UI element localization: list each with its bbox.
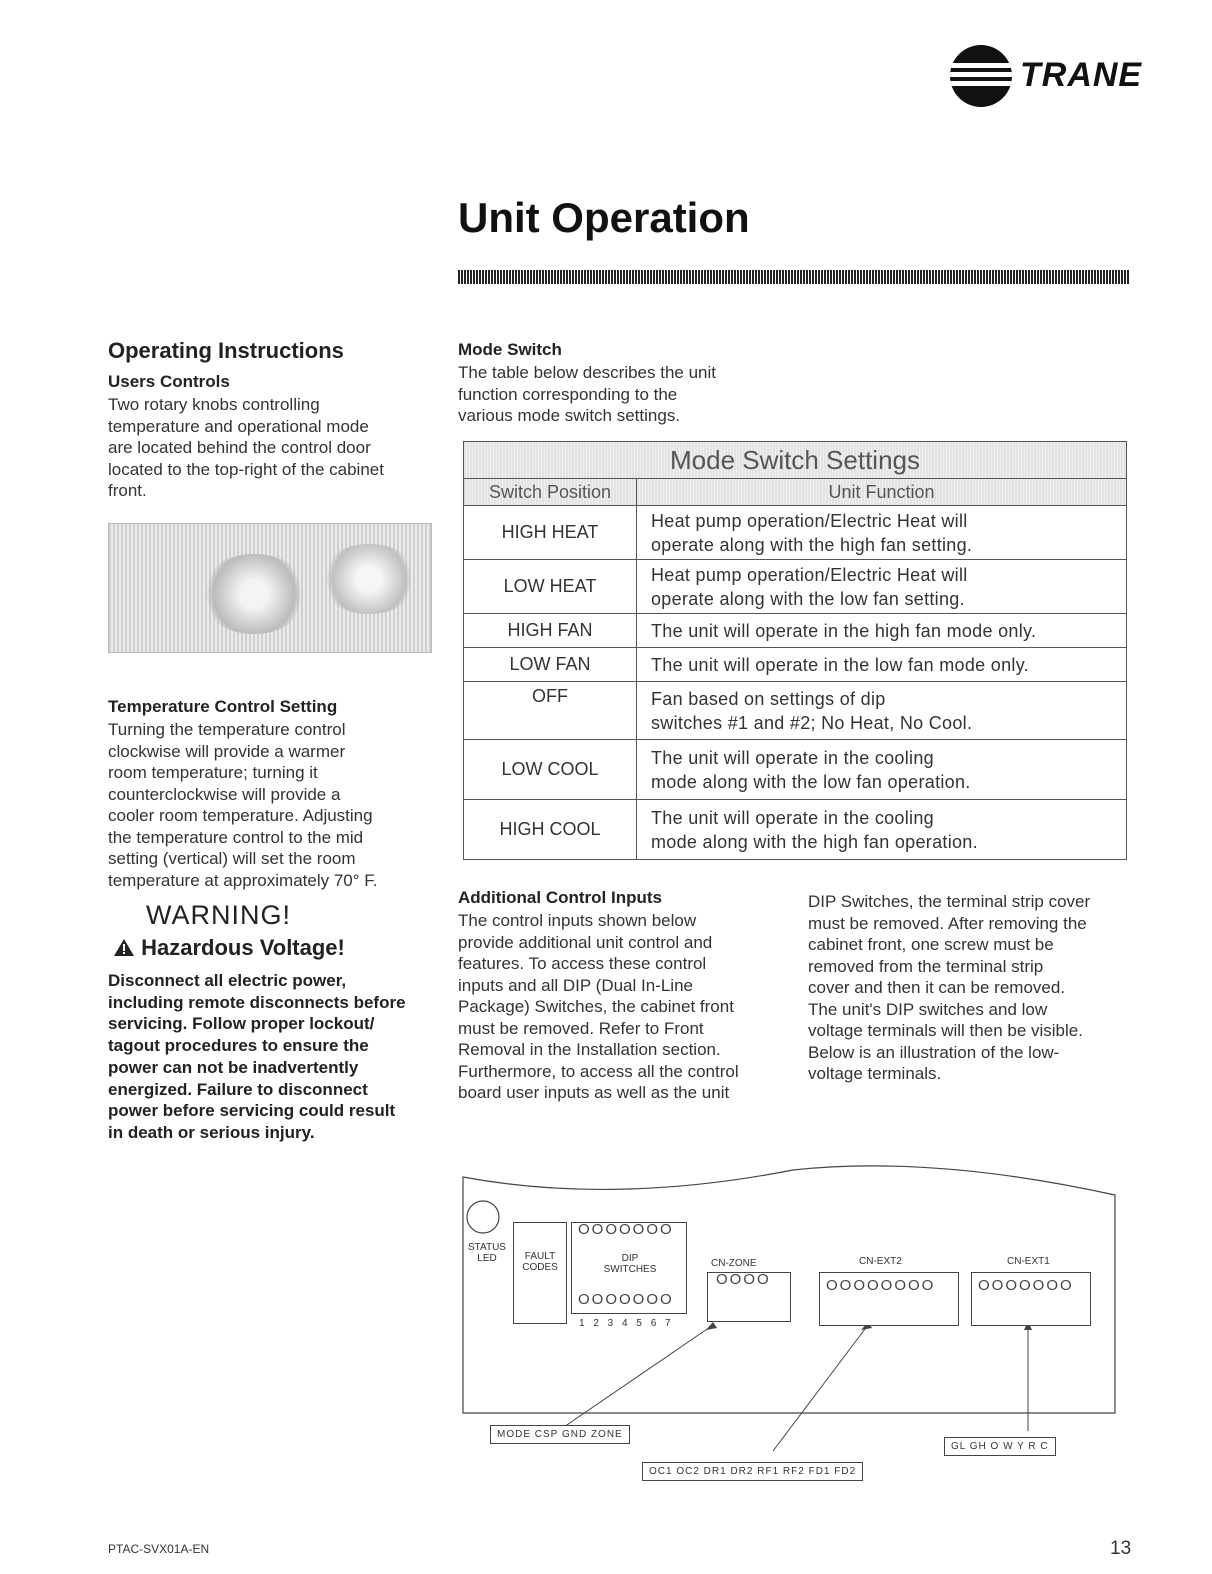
table-row: HIGH HEAT Heat pump operation/Electric Heat will operate along with the high fan setting. bbox=[464, 506, 1127, 560]
mode-switch-text: The table below describes the unit function corresponding to the various mode switch settings. bbox=[458, 363, 716, 425]
additional-inputs-heading: Additional Control Inputs bbox=[458, 888, 662, 907]
table-row: OFF Fan based on settings of dip switches #1 and #2; No Heat, No Cool. bbox=[464, 682, 1127, 740]
table-row: LOW HEAT Heat pump operation/Electric Heat will operate along with the low fan setting. bbox=[464, 560, 1127, 614]
terminal-strip-ext2: OC1 OC2 DR1 DR2 RF1 RF2 FD1 FD2 bbox=[642, 1462, 863, 1481]
trane-logo-icon bbox=[950, 45, 1012, 107]
mode-switch-heading: Mode Switch bbox=[458, 340, 562, 359]
warning-subtitle: Hazardous Voltage! bbox=[113, 935, 345, 961]
document-id: PTAC-SVX01A-EN bbox=[108, 1542, 210, 1556]
temperature-control-text: Turning the temperature control clockwise will provide a warmer room temperature; turning it counterclockwise will provide a cooler room temperature. Adjusting the temperature control to the mid setting (vertical) will set the room temperature at approximately 70° F. bbox=[108, 720, 378, 890]
cn-ext2-connector: OOOOOOOO bbox=[819, 1272, 959, 1326]
control-knobs-photo bbox=[108, 523, 432, 653]
col-header-function: Unit Function bbox=[637, 479, 1127, 506]
table-row: LOW FAN The unit will operate in the low fan mode only. bbox=[464, 648, 1127, 682]
mode-knob-image bbox=[319, 544, 419, 614]
cn-zone-connector: OOOO bbox=[707, 1272, 791, 1322]
status-led-label: STATUS LED bbox=[468, 1242, 506, 1264]
page-number: 13 bbox=[1110, 1538, 1132, 1559]
cn-ext1-connector: OOOOOOO bbox=[971, 1272, 1091, 1326]
table-caption: Mode Switch Settings bbox=[464, 442, 1127, 479]
col-header-position: Switch Position bbox=[464, 479, 637, 506]
table-row: HIGH FAN The unit will operate in the high fan mode only. bbox=[464, 614, 1127, 648]
control-board-diagram bbox=[463, 1170, 1115, 1416]
warning-text: Disconnect all electric power, including remote disconnects before servicing. Follow proper lockout/ tagout procedures to ensure the power can not be inadvertently energized. Failure to disconnect power before servicing could result in death or serious injury. bbox=[108, 971, 406, 1142]
users-controls-heading: Users Controls bbox=[108, 372, 230, 391]
table-row: HIGH COOL The unit will operate in the cooling mode along with the high fan operation. bbox=[464, 800, 1127, 860]
terminal-strip-ext1: GL GH O W Y R C bbox=[944, 1437, 1056, 1456]
cn-ext1-label: CN-EXT1 bbox=[1007, 1256, 1050, 1267]
cn-zone-label: CN-ZONE bbox=[711, 1258, 757, 1269]
operating-instructions-heading: Operating Instructions bbox=[108, 338, 344, 363]
users-controls-text: Two rotary knobs controlling temperature and operational mode are located behind the control door located to the top-right of the cabinet front. bbox=[108, 395, 384, 500]
dip-switches-block: OOOOOOO DIP SWITCHES OOOOOOO bbox=[571, 1222, 687, 1314]
additional-inputs-text-col2: DIP Switches, the terminal strip cover must be removed. After removing the cabinet front, one screw must be removed from the terminal strip cover and then it can be removed. The unit's DIP switches and low voltage terminals will then be visible. Below is an illustration of the low- voltage terminals. bbox=[808, 892, 1091, 1083]
dip-switch-numbers: 1 2 3 4 5 6 7 bbox=[579, 1318, 674, 1329]
warning-triangle-icon bbox=[113, 938, 135, 957]
warning-title: WARNING! bbox=[146, 900, 291, 930]
page-title: Unit Operation bbox=[458, 194, 750, 241]
temperature-knob-image bbox=[199, 554, 309, 634]
fault-codes-box: FAULT CODES bbox=[513, 1222, 567, 1324]
temperature-control-heading: Temperature Control Setting bbox=[108, 697, 338, 716]
cn-ext2-label: CN-EXT2 bbox=[859, 1256, 902, 1267]
table-row: LOW COOL The unit will operate in the cooling mode along with the low fan operation. bbox=[464, 740, 1127, 800]
terminal-strip-zone: MODE CSP GND ZONE bbox=[490, 1425, 630, 1444]
brand-name: TRANE bbox=[1020, 56, 1143, 94]
additional-inputs-text-col1: The control inputs shown below provide additional unit control and features. To access these control inputs and all DIP (Dual In-Line Package) Switches, the cabinet front must be removed. Refer to Front Removal in the Installation section. Furthermore, to access all the control board user inputs as well as the unit bbox=[458, 911, 739, 1102]
title-rule bbox=[458, 270, 1130, 284]
mode-switch-table bbox=[463, 441, 1127, 860]
